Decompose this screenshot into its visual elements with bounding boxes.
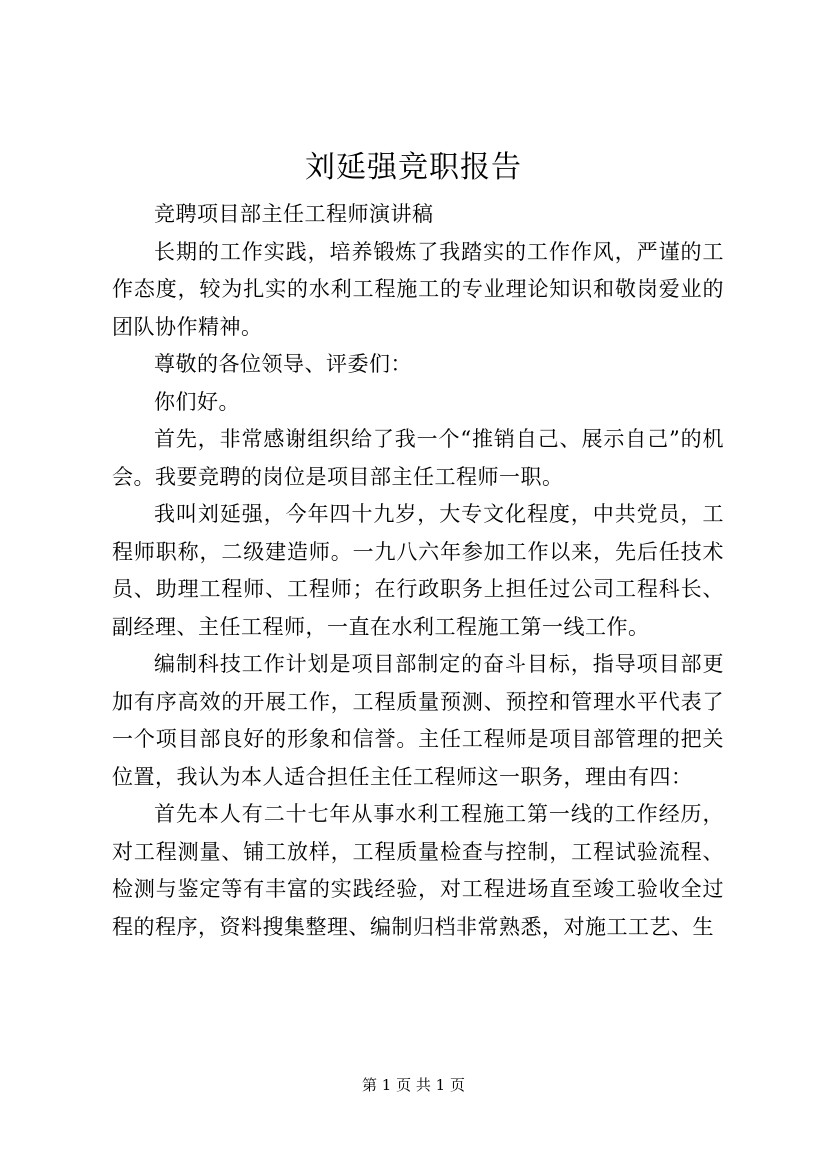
document-title: 刘延强竞职报告 [305, 150, 522, 185]
paragraph-subtitle: 竞聘项目部主任工程师演讲稿 [154, 202, 434, 226]
paragraph: 编制科技工作计划是项目部制定的奋斗目标，指导项目部更加有序高效的开展工作，工程质量预测、预控和管理水平代表了一个项目部良好的形象和信誉。主任工程师是项目部管理的把关位置，我认为本人适合担任主任工程师这一职务，理由有四： [112, 652, 724, 789]
paragraph-salutation: 尊敬的各位领导、评委们： [154, 352, 412, 376]
document-body [112, 196, 724, 946]
page-footer: 第 1 页 共 1 页 [362, 1076, 465, 1094]
paragraph: 长期的工作实践，培养锻炼了我踏实的工作作风，严谨的工作态度，较为扎实的水利工程施工的专业理论知识和敬岗爱业的团队协作精神。 [112, 239, 724, 339]
paragraph: 首先本人有二十七年从事水利工程施工第一线的工作经历，对工程测量、铺工放样，工程质量检查与控制，工程试验流程、检测与鉴定等有丰富的实践经验，对工程进场直至竣工验收全过程的程序，资料搜集整理、编制归档非常熟悉，对施工工艺、生 [112, 802, 724, 939]
paragraph: 首先，非常感谢组织给了我一个“推销自己、展示自己”的机会。我要竞聘的岗位是项目部主任工程师一职。 [112, 427, 724, 489]
paragraph-greeting: 你们好。 [154, 389, 240, 414]
paragraph: 我叫刘延强，今年四十九岁，大专文化程度，中共党员，工程师职称，二级建造师。一九八六年参加工作以来，先后任技术员、助理工程师、工程师；在行政职务上担任过公司工程科长、副经理、主任工程师，一直在水利工程施工第一线工作。 [112, 502, 724, 639]
